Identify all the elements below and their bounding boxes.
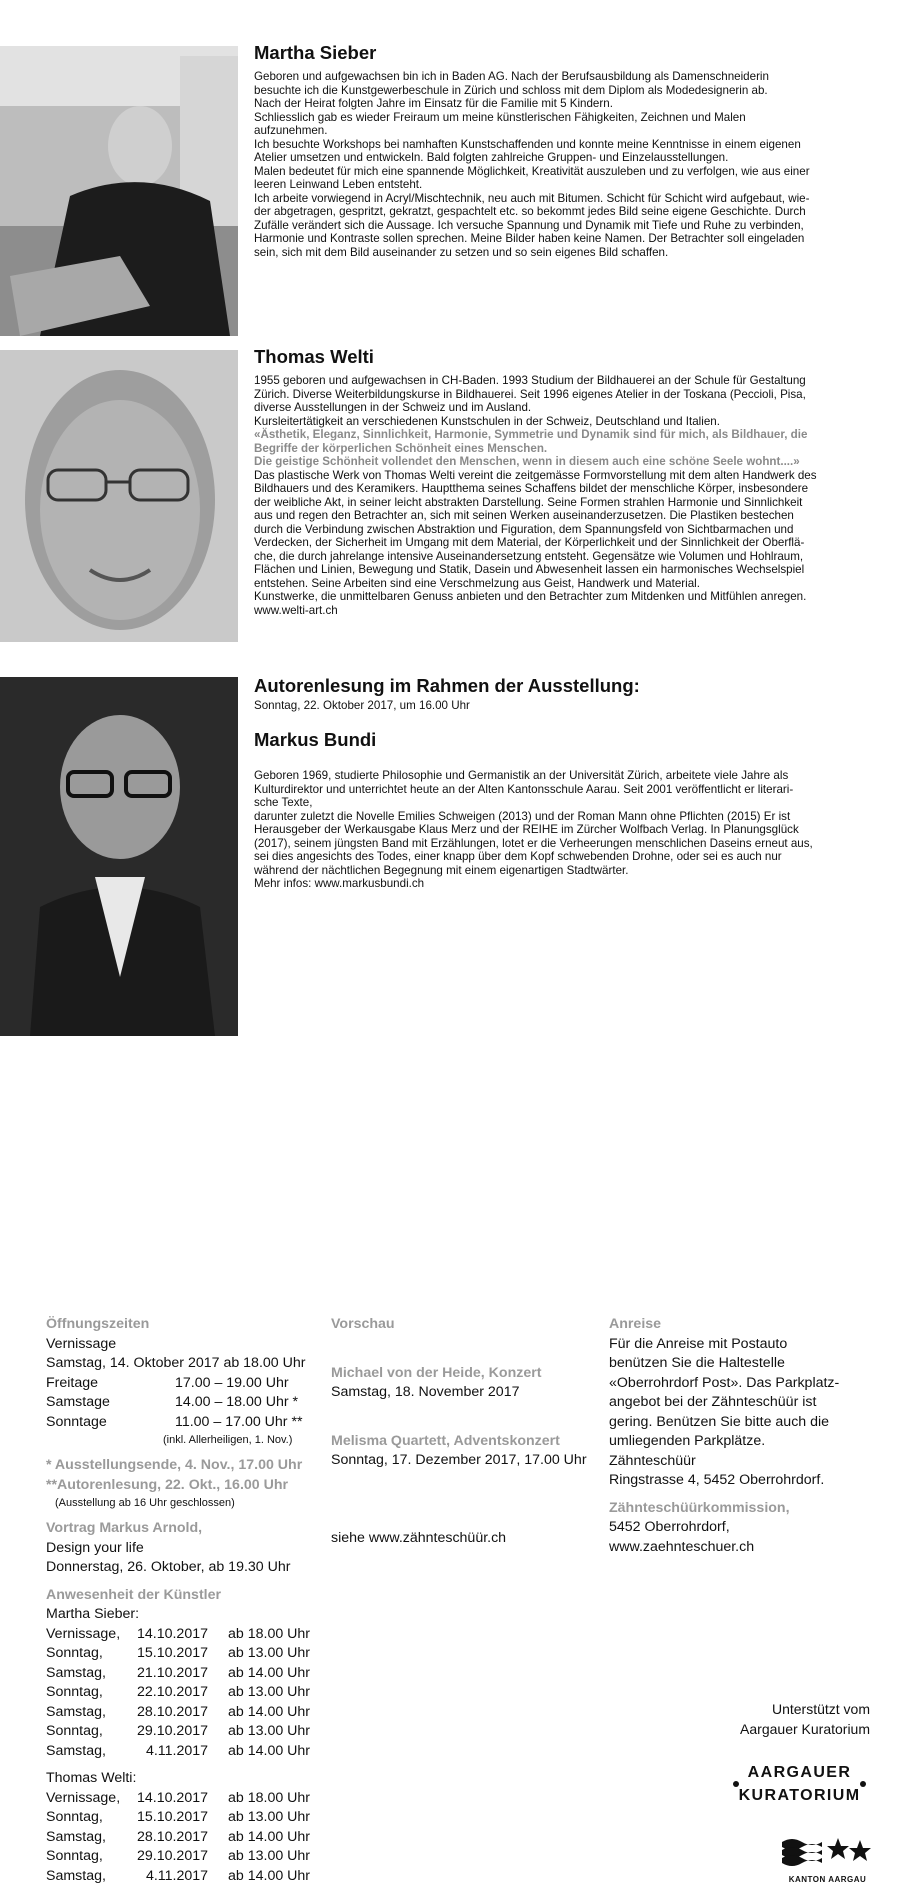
presence-time: ab 13.00 Uhr <box>228 1723 311 1739</box>
text-line: che, die durch jahrelange intensive Auseinandersetzung entsteht. Gegensätze wie Volumen und Hohlraum, <box>254 549 804 563</box>
text-line: Flächen und Linien, Bewegung und Statik, Dasein und Abwesenheit lassen ein harmonisches Wechselspiel <box>254 563 805 576</box>
travel-title: Anreise <box>609 1316 662 1332</box>
text-line: Geboren 1969, studierte Philosophie und Germanistik an der Universität Zürich, arbeitete viele Jahre als <box>254 769 789 782</box>
text-line: benützen Sie die Haltestelle <box>609 1355 785 1371</box>
talk-subject: Design your life <box>46 1539 144 1556</box>
presence-row <box>46 1644 316 1664</box>
preview-title: Vorschau <box>331 1316 395 1332</box>
closed-note: (Ausstellung ab 16 Uhr geschlossen) <box>55 1497 235 1509</box>
text-line: «Oberrohrdorf Post». Das Parkplatz- <box>609 1374 840 1391</box>
presence-date: 4.11.2017 <box>145 1742 208 1759</box>
concert2-date: Sonntag, 17. Dezember 2017, 17.00 Uhr <box>331 1452 587 1468</box>
presence-date: 14.10.2017 <box>136 1625 208 1642</box>
concert1-date: Samstag, 18. November 2017 <box>331 1384 520 1400</box>
logo-word: KURATORIUM <box>738 1787 861 1804</box>
presence-date: 21.10.2017 <box>136 1664 208 1681</box>
text-line: Für die Anreise mit Postauto <box>609 1335 788 1352</box>
support-line: Unterstützt vom <box>771 1701 870 1717</box>
presence-row <box>46 1847 316 1867</box>
presence-date: 29.10.2017 <box>136 1723 208 1739</box>
presence-time: ab 13.00 Uhr <box>228 1809 311 1825</box>
artist-name: Thomas Welti <box>254 346 374 367</box>
logo-line <box>727 1763 872 1782</box>
portrait-photo-thomas <box>0 350 238 642</box>
support-line: Aargauer Kuratorium <box>740 1720 870 1737</box>
text-line: Mehr infos: www.markusbundi.ch <box>254 877 425 890</box>
text-line: Herausgeber der Werkausgabe Klaus Merz und der REIHE im Zürcher Wolfbach Verlag. In Planungsglück <box>254 823 799 836</box>
presence-time: ab 18.00 Uhr <box>228 1789 311 1806</box>
hours-row <box>46 1413 316 1433</box>
presence-day: Vernissage, <box>46 1625 121 1642</box>
presence-date: 15.10.2017 <box>136 1645 208 1661</box>
vernissage-label: Vernissage <box>46 1335 117 1352</box>
talk-date: Donnerstag, 26. Oktober, ab 19.30 Uhr <box>46 1559 291 1575</box>
text-line: diverse Ausstellungen in der Schweiz und im Ausland. <box>254 401 532 414</box>
presence-day: Samstag, <box>46 1742 106 1759</box>
presence-time: ab 14.00 Uhr <box>228 1828 311 1845</box>
presence-row <box>46 1703 316 1723</box>
vernissage-date: Samstag, 14. Oktober 2017 ab 18.00 Uhr <box>46 1355 306 1371</box>
info-column-hours <box>46 1315 316 1886</box>
hours-day: Sonntage <box>46 1413 107 1430</box>
hours-time: 17.00 – 19.00 Uhr <box>175 1374 289 1391</box>
text-line: Geboren und aufgewachsen bin ich in Baden AG. Nach der Berufsausbildung als Damenschneiderin <box>254 70 769 83</box>
text-line: Das plastische Werk von Thomas Welti vereint die zeitgemässe Formvorstellung mit dem alten Handwerk des <box>254 468 817 482</box>
reading-date: Sonntag, 22. Oktober 2017, um 16.00 Uhr <box>254 699 470 712</box>
aargauer-kuratorium-logo <box>727 1763 872 1805</box>
text-line: Kunstwerke, die unmittelbaren Genuss anbieten und den Betrachter zum Mitdenken und Mitfühlen anregen. <box>254 590 807 603</box>
text-line: Kulturdirektor und unterrichtet heute an der Alten Kantonsschule Aarau. Seit 2001 veröffentlicht er literari- <box>254 782 794 796</box>
presence-time: ab 13.00 Uhr <box>228 1684 311 1700</box>
holiday-note: (inkl. Allerheiligen, 1. Nov.) <box>163 1434 293 1446</box>
text-line: entstehen. Seine Arbeiten sind eine Verschmelzung aus Geist, Handwerk und Material. <box>254 576 700 590</box>
hours-time: 11.00 – 17.00 Uhr ** <box>175 1413 303 1430</box>
text-line: 1955 geboren und aufgewachsen in CH-Baden. 1993 Studium der Bildhauerei an der Schule für Gestaltung <box>254 374 806 387</box>
hours-row <box>46 1393 316 1413</box>
text-line: angebot bei der Zähnteschüür ist <box>609 1394 817 1410</box>
text-line: Schliesslich gab es wieder Freiraum um meine künstlerischen Fähigkeiten, Zeichnen und Malen <box>254 110 746 124</box>
text-line: sche Texte, <box>254 796 313 809</box>
presence-row <box>46 1867 316 1887</box>
presence-row <box>46 1789 316 1809</box>
hours-time: 14.00 – 18.00 Uhr * <box>175 1394 299 1410</box>
reading-heading: Autorenlesung im Rahmen der Ausstellung: <box>254 675 640 696</box>
presence-date: 14.10.2017 <box>136 1789 208 1806</box>
text-line: «Ästhetik, Eleganz, Sinnlichkeit, Harmonie, Symmetrie und Dynamik sind für mich, als Bildhauer, die <box>254 428 808 441</box>
logo-line <box>727 1786 872 1805</box>
text-line: Begriffe der körperlichen Schönheit eines Menschen. <box>254 441 548 455</box>
see-site-link[interactable]: siehe www.zähnteschüür.ch <box>331 1529 507 1546</box>
text-line: der abgetragen, gespritzt, gekratzt, gespachtelt etc. so bekommt jedes Bild seine eigene Geschichte. Durch <box>254 205 806 218</box>
presence-row <box>46 1683 316 1703</box>
artist-bio <box>254 70 874 259</box>
presence-day: Samstag, <box>46 1664 106 1681</box>
presence-day: Sonntag, <box>46 1645 103 1661</box>
presence-date: 28.10.2017 <box>136 1703 208 1720</box>
presence-time: ab 13.00 Uhr <box>228 1848 311 1864</box>
concert1-title: Michael von der Heide, Konzert <box>331 1364 542 1381</box>
text-line: umliegenden Parkplätze. <box>609 1433 766 1449</box>
end-note: * Ausstellungsende, 4. Nov., 17.00 Uhr <box>46 1457 303 1473</box>
hours-day: Samstage <box>46 1394 110 1410</box>
text-line: Harmonie und Kontraste sollen sprechen. Meine Bilder haben keine Namen. Der Betrachter soll eingeladen <box>254 232 805 245</box>
text-line: durch die Verbindung zwischen Abstraktion und Figuration, dem Spannungsfeld von Sichtbarmachen und <box>254 522 794 536</box>
presence-time: ab 14.00 Uhr <box>228 1867 311 1884</box>
text-line: (2017), seinem jüngsten Band mit Erzählungen, lotet er die Verheerungen menschlichen Daseins erneut aus, <box>254 836 813 850</box>
text-line: www.zaehnteschuer.ch <box>609 1538 755 1555</box>
text-line: Ich besuchte Workshops bei namhaften Kunstschaffenden und konnte meine Kenntnisse in einem eigenen <box>254 137 801 151</box>
kanton-wave-star-icon <box>780 1836 875 1868</box>
presence-row <box>46 1808 316 1828</box>
hours-table <box>46 1374 316 1433</box>
presence-day: Sonntag, <box>46 1684 103 1700</box>
presence-date: 15.10.2017 <box>136 1809 208 1825</box>
presence-time: ab 14.00 Uhr <box>228 1703 311 1720</box>
presence-day: Samstag, <box>46 1867 106 1884</box>
text-line: Kursleitertätigkeit an verschiedenen Kunstschulen in der Schweiz, Deutschland und Italien. <box>254 414 720 428</box>
presence-day: Sonntag, <box>46 1723 103 1739</box>
presence-time: ab 14.00 Uhr <box>228 1742 311 1759</box>
talk-title: Vortrag Markus Arnold, <box>46 1520 203 1536</box>
commission-text <box>609 1518 879 1557</box>
text-line: Malen bedeutet für mich eine spannende Möglichkeit, Kreativität auszuleben und zu verfolgen, wie aus einer <box>254 164 810 178</box>
presence-day: Samstag, <box>46 1828 106 1845</box>
travel-text <box>609 1335 879 1491</box>
text-line: Nach der Heirat folgten Jahre im Einsatz für die Familie mit 5 Kindern. <box>254 97 613 110</box>
text-line: sei dies angesichts des Todes, einer knapp über dem Kopf schwebenden Drohne, oder sei es auch nur <box>254 850 782 863</box>
canton-label: KANTON AARGAU <box>788 1875 867 1884</box>
info-column-preview <box>331 1315 591 1548</box>
thomas-label: Thomas Welti: <box>46 1770 137 1786</box>
info-column-travel <box>609 1315 879 1557</box>
artist-bio <box>254 374 874 617</box>
presence-time: ab 14.00 Uhr <box>228 1664 311 1681</box>
presence-date: 22.10.2017 <box>136 1684 208 1700</box>
text-line: Zürich. Diverse Weiterbildungskurse in Bildhauerei. Seit 1996 eigenes Atelier in der Toskana (Peccioli, Pisa, <box>254 387 806 401</box>
text-line: aufzunehmen. <box>254 124 328 137</box>
artist-name: Martha Sieber <box>254 42 377 63</box>
text-line: Zufälle verändert sich die Aussage. Ich versuche Spannung und Dynamik mit Tiefe und Ruhe zu verbinden, <box>254 218 804 232</box>
text-line: Zähnteschüür <box>609 1452 696 1469</box>
reading-note: **Autorenlesung, 22. Okt., 16.00 Uhr <box>46 1476 289 1493</box>
presence-day: Samstag, <box>46 1703 106 1720</box>
text-line: Ich arbeite vorwiegend in Acryl/Mischtechnik, neu auch mit Bitumen. Schicht für Schicht wird aufgebaut, wie- <box>254 191 810 205</box>
portrait-photo-markus <box>0 677 238 1036</box>
text-line: der weibliche Akt, in seiner leicht abstrakten Darstellung. Seine Formen strahlen Harmonie und Sinnlichkeit <box>254 495 803 509</box>
commission-title: Zähnteschüürkommission, <box>609 1499 790 1516</box>
presence-day: Sonntag, <box>46 1848 103 1864</box>
martha-label: Martha Sieber: <box>46 1606 140 1622</box>
presence-title: Anwesenheit der Künstler <box>46 1586 222 1603</box>
logo-word: AARGAUER <box>747 1764 852 1781</box>
text-line: Atelier umsetzen und entwickeln. Bald folgten zahlreiche Gruppen- und Einzelausstellungen. <box>254 151 729 164</box>
thomas-dates-table <box>46 1789 316 1887</box>
presence-time: ab 13.00 Uhr <box>228 1645 311 1661</box>
presence-time: ab 18.00 Uhr <box>228 1625 311 1642</box>
text-line: aus und regen den Betrachter an, sich mit seinen Werken auseinanderzusetzen. Die Plastiken bestechen <box>254 509 794 522</box>
support-note <box>740 1700 870 1739</box>
hours-title: Öffnungszeiten <box>46 1316 150 1332</box>
text-line: Die geistige Schönheit vollendet den Menschen, wenn in diesem auch eine schöne Seele wohnt....» <box>254 455 800 468</box>
presence-date: 29.10.2017 <box>136 1848 208 1864</box>
concert2-title: Melisma Quartett, Adventskonzert <box>331 1432 560 1449</box>
kanton-aargau-emblem <box>780 1836 875 1884</box>
text-line: besuchte ich die Kunstgewerbeschule in Zürich und schloss mit dem Diplom als Modedesignerin ab. <box>254 83 768 97</box>
presence-row <box>46 1828 316 1848</box>
text-line: Ringstrasse 4, 5452 Oberrohrdorf. <box>609 1472 825 1488</box>
author-name: Markus Bundi <box>254 729 377 750</box>
text-line: www.welti-art.ch <box>254 603 338 617</box>
author-bio <box>254 769 874 891</box>
martha-dates-table <box>46 1625 316 1762</box>
text-line: gering. Benützen Sie bitte auch die <box>609 1413 830 1430</box>
presence-day: Vernissage, <box>46 1789 121 1806</box>
text-line: darunter zuletzt die Novelle Emilies Schweigen (2013) und der Roman Mann ohne Pflichten (2015) Er ist <box>254 809 791 823</box>
presence-row <box>46 1742 316 1762</box>
presence-row <box>46 1664 316 1684</box>
presence-date: 28.10.2017 <box>136 1828 208 1845</box>
text-line: 5452 Oberrohrdorf, <box>609 1519 730 1535</box>
hours-row <box>46 1374 316 1394</box>
presence-row <box>46 1722 316 1742</box>
text-line: Verdecken, der Sicherheit im Umgang mit dem Material, der Körperlichkeit und der Sinnlichkeit der Oberflä- <box>254 536 805 549</box>
presence-day: Sonntag, <box>46 1809 103 1825</box>
text-line: leeren Leinwand Leben entsteht. <box>254 178 423 191</box>
text-line: sein, sich mit dem Bild auseinander zu setzen und so sein eigenes Bild schaffen. <box>254 245 669 259</box>
presence-date: 4.11.2017 <box>145 1867 208 1884</box>
hours-day: Freitage <box>46 1374 99 1391</box>
text-line: Bildhauers und des Keramikers. Hauptthema seines Schaffens bildet der menschliche Körper, insbesondere <box>254 482 809 495</box>
portrait-photo-martha <box>0 46 238 336</box>
text-line: während der nächtlichen Begegnung mit einem eigenartigen Stadtwärter. <box>254 863 629 877</box>
presence-row <box>46 1625 316 1645</box>
